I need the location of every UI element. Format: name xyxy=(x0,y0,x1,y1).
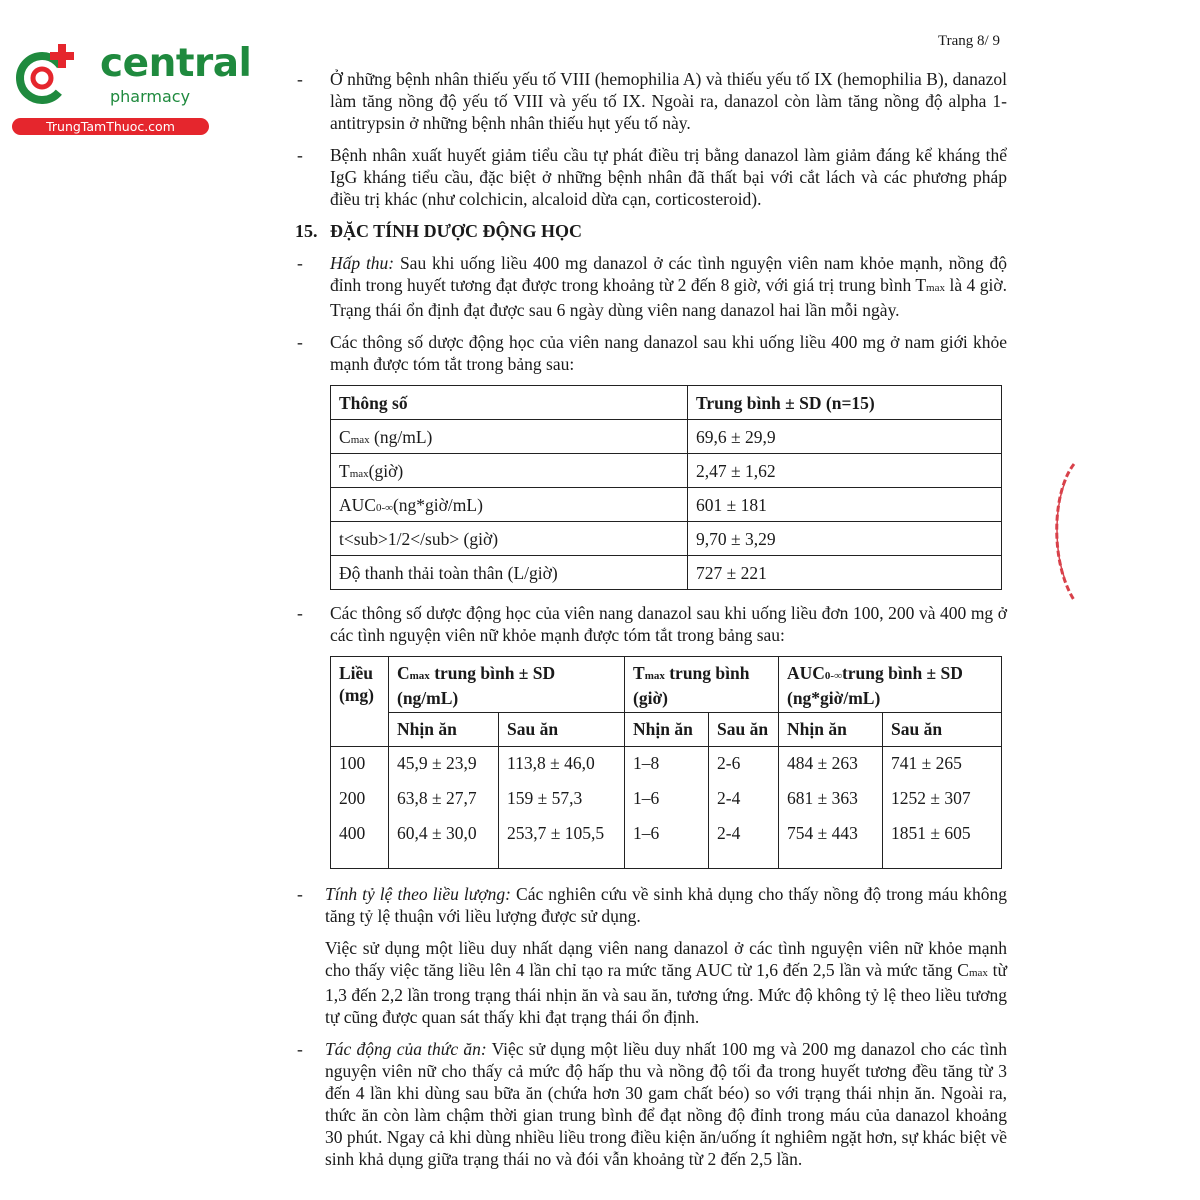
pharmacy-cross-icon xyxy=(12,38,84,110)
fasting-header: Nhịn ăn xyxy=(779,713,883,747)
dose-header: Liều (mg) xyxy=(331,657,389,747)
list-item-absorption xyxy=(295,252,1007,321)
bullet-dash: - xyxy=(297,1039,303,1059)
table-cell: 1–6 xyxy=(625,782,709,817)
absorption-text: Sau khi uống liều 400 mg danazol ở các tình nguyện viên nam khỏe mạnh, nồng độ đỉnh trong huyết tương đạt được trong khoảng từ 2 đến 8 giờ, với giá trị trung bình T xyxy=(330,253,1007,295)
pk-male-table xyxy=(330,385,1002,590)
table-header: Thông số xyxy=(331,386,688,420)
paragraph: Việc sử dụng một liều duy nhất dạng viên nang danazol ở các tình nguyện viên nữ khỏe mạnh cho thấy việc tăng liều lên 4 lần chỉ tạo ra mức tăng AUC từ 1,6 đến 2,5 lần và mức tăng Cmax từ 1,3 đến 2,2 lần trong trạng thái nhịn ăn và sau ăn, tương ứng. Mức độ không tỷ lệ theo liều tương tự cũng được quan sát thấy khi đạt trạng thái ổn định. xyxy=(325,938,1007,1027)
table-cell: 727 ± 221 xyxy=(688,556,1002,590)
fed-header: Sau ăn xyxy=(883,713,1002,747)
table-cell: 200 xyxy=(331,782,389,817)
table-cell: 253,7 ± 105,5 xyxy=(499,817,625,869)
food-effect-label: Tác động của thức ăn: xyxy=(325,1039,487,1059)
central-pharmacy-logo xyxy=(12,38,252,138)
table-cell: 60,4 ± 30,0 xyxy=(389,817,499,869)
list-item xyxy=(295,331,1007,375)
fed-header: Sau ăn xyxy=(499,713,625,747)
stamp-mark xyxy=(1046,462,1076,602)
table-cell: 2-6 xyxy=(709,747,779,782)
bullet-dash: - xyxy=(297,884,303,904)
bullet-text: Ở những bệnh nhân thiếu yếu tố VIII (hemophilia A) và thiếu yếu tố IX (hemophilia B), danazol làm tăng nồng độ yếu tố VIII và yếu tố IX. Ngoài ra, danazol còn làm tăng nồng độ alpha 1-antitrypsin ở những bệnh nhân thiếu hụt yếu tố này. xyxy=(330,69,1007,133)
list-item-dose-proportionality xyxy=(295,883,1007,927)
section-heading xyxy=(295,220,1007,242)
list-item xyxy=(295,144,1007,210)
table2-intro: Các thông số dược động học của viên nang danazol sau khi uống liều đơn 100, 200 và 400 mg ở các tình nguyện viên nữ khỏe mạnh được tóm tắt trong bảng sau: xyxy=(330,603,1007,645)
table-cell: Cmax (ng/mL) xyxy=(331,420,688,454)
table-cell: Tmax(giờ) xyxy=(331,454,688,488)
bullet-dash: - xyxy=(297,332,303,352)
table-cell: 484 ± 263 xyxy=(779,747,883,782)
table-row xyxy=(331,522,1002,556)
table-row xyxy=(331,420,1002,454)
food-effect-text: Việc sử dụng một liều duy nhất 100 mg và 200 mg danazol cho các tình nguyện viên nữ cho thấy cả mức độ hấp thu và nồng độ tối đa trong huyết tương đều tăng từ 3 đến 4 lần khi dùng sau bữa ăn (chứa hơn 30 gam chất béo) so với trạng thái nhịn ăn. Ngoài ra, thức ăn còn làm chậm thời gian trung bình để đạt nồng độ đỉnh trong máu của danazol khoảng 30 phút. Ngay cả khi dùng nhiều liều trong điều kiện ăn/uống ít nghiêm ngặt hơn, sự khác biệt về sinh khả dụng giữa trạng thái no và đói vẫn khoảng từ 2 đến 2,5 lần. xyxy=(325,1039,1007,1169)
table-cell: 100 xyxy=(331,747,389,782)
table-cell: 9,70 ± 3,29 xyxy=(688,522,1002,556)
bullet-dash: - xyxy=(297,253,303,273)
table-header: Trung bình ± SD (n=15) xyxy=(688,386,1002,420)
table-row xyxy=(331,817,1002,869)
table-cell: 2-4 xyxy=(709,782,779,817)
section-title: ĐẶC TÍNH DƯỢC ĐỘNG HỌC xyxy=(330,221,583,241)
bullet-dash: - xyxy=(297,145,303,165)
fasting-header: Nhịn ăn xyxy=(625,713,709,747)
table-cell: 754 ± 443 xyxy=(779,817,883,869)
table-cell: Độ thanh thải toàn thân (L/giờ) xyxy=(331,556,688,590)
subscript: max xyxy=(968,967,988,979)
table-cell: 1252 ± 307 xyxy=(883,782,1002,817)
table-cell: 601 ± 181 xyxy=(688,488,1002,522)
absorption-text-end: là 4 giờ. Trạng thái ổn định đạt được sau 6 ngày dùng viên nang danazol hai lần mỗi ngày. xyxy=(330,275,1008,320)
subscript: max xyxy=(926,282,945,294)
table-cell: 2-4 xyxy=(709,817,779,869)
list-item xyxy=(295,68,1007,134)
document-body xyxy=(295,68,1007,1180)
cmax-header: Cmax trung bình ± SD (ng/mL) xyxy=(389,657,625,713)
table-cell: 1–8 xyxy=(625,747,709,782)
table-row xyxy=(331,488,1002,522)
absorption-label: Hấp thu: xyxy=(330,253,395,273)
bullet-text: Bệnh nhân xuất huyết giảm tiểu cầu tự phát điều trị bằng danazol làm giảm đáng kể kháng thể IgG kháng tiểu cầu, đặc biệt ở những bệnh nhân đã thất bại với cắt lách và các phương pháp điều trị khác (như colchicin, alcaloid dừa cạn, corticosteroid). xyxy=(330,145,1007,209)
dose-proportionality-label: Tính tỷ lệ theo liều lượng: xyxy=(325,884,511,904)
page-number: Trang 8/ 9 xyxy=(938,33,1000,49)
table-row xyxy=(331,782,1002,817)
table-cell: 63,8 ± 27,7 xyxy=(389,782,499,817)
table-cell: t<sub>1/2</sub> (giờ) xyxy=(331,522,688,556)
table-row xyxy=(331,556,1002,590)
section-number: 15. xyxy=(295,221,318,241)
table-cell: 2,47 ± 1,62 xyxy=(688,454,1002,488)
table-cell: 681 ± 363 xyxy=(779,782,883,817)
table-cell: 400 xyxy=(331,817,389,869)
table-cell: 1851 ± 605 xyxy=(883,817,1002,869)
fasting-header: Nhịn ăn xyxy=(389,713,499,747)
logo-website: TrungTamThuoc.com xyxy=(12,118,209,135)
table-row xyxy=(331,454,1002,488)
logo-name: central xyxy=(100,41,252,86)
table-cell: 69,6 ± 29,9 xyxy=(688,420,1002,454)
dose-proportionality-text: Các nghiên cứu về sinh khả dụng cho thấy nồng độ trong máu không tăng tỷ lệ thuận với liều lượng được sử dụng. xyxy=(325,884,1007,926)
logo-subtitle: pharmacy xyxy=(110,87,191,106)
table-cell: 45,9 ± 23,9 xyxy=(389,747,499,782)
bullet-dash: - xyxy=(297,69,303,89)
tmax-header: Tmax trung bình (giờ) xyxy=(625,657,779,713)
table-cell: 159 ± 57,3 xyxy=(499,782,625,817)
list-item-food-effect xyxy=(295,1038,1007,1170)
table1-intro: Các thông số dược động học của viên nang danazol sau khi uống liều 400 mg ở nam giới khỏe mạnh được tóm tắt trong bảng sau: xyxy=(330,332,1007,374)
table-cell: 1–6 xyxy=(625,817,709,869)
auc-header: AUC0-∞trung bình ± SD (ng*giờ/mL) xyxy=(779,657,1002,713)
table-row xyxy=(331,747,1002,782)
table-cell: 741 ± 265 xyxy=(883,747,1002,782)
list-item xyxy=(295,602,1007,646)
table-cell: 113,8 ± 46,0 xyxy=(499,747,625,782)
fed-header: Sau ăn xyxy=(709,713,779,747)
pk-female-dose-table xyxy=(330,656,1002,869)
table-cell: AUC0-∞(ng*giờ/mL) xyxy=(331,488,688,522)
bullet-dash: - xyxy=(297,603,303,623)
